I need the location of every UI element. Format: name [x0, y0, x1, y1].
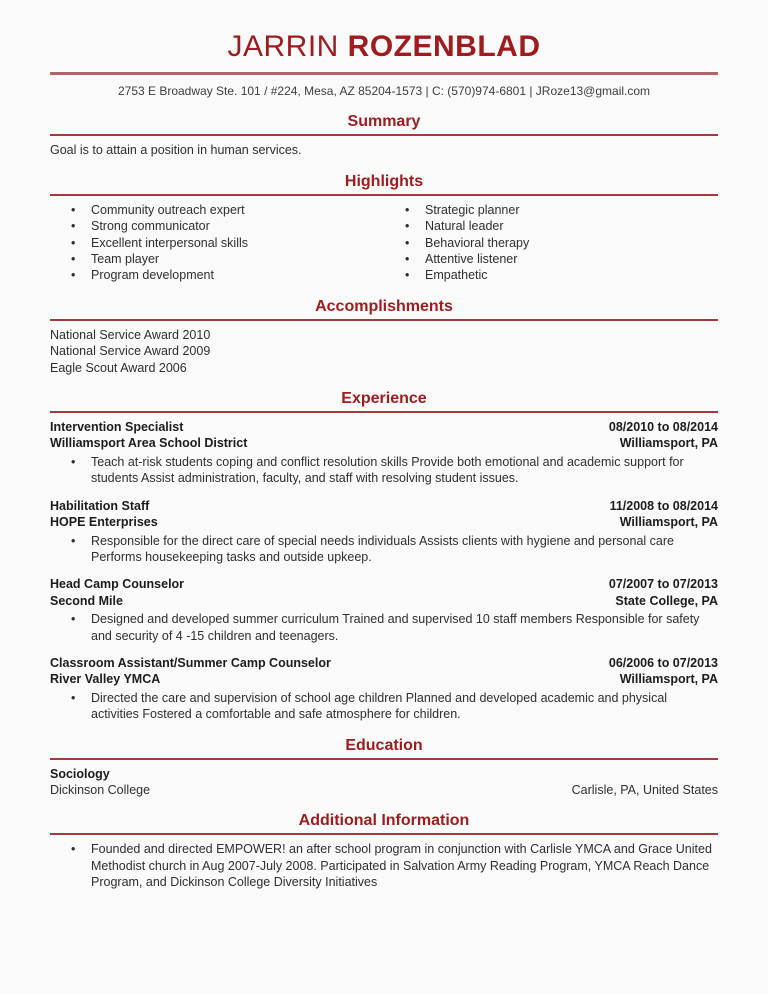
- job-title: Classroom Assistant/Summer Camp Counselor: [50, 655, 331, 670]
- experience-entry: [50, 576, 718, 644]
- job-employer: Second Mile: [50, 593, 123, 608]
- highlight-item: [384, 235, 718, 251]
- bullet-icon: [50, 235, 91, 251]
- accomplishments-list: [50, 327, 718, 376]
- highlight-item: [384, 251, 718, 267]
- candidate-name: [50, 30, 718, 64]
- education-location: Carlisle, PA, United States: [571, 782, 718, 797]
- highlight-text: Strategic planner: [425, 202, 520, 217]
- accomplishment-item: National Service Award 2010: [50, 327, 211, 342]
- highlight-text: Team player: [91, 252, 160, 267]
- job-employer: HOPE Enterprises: [50, 515, 158, 530]
- accomplishment-item: Eagle Scout Award 2006: [50, 360, 187, 375]
- highlight-text: Behavioral therapy: [425, 235, 530, 250]
- job-title: Habilitation Staff: [50, 498, 150, 513]
- section-title-summary: Summary: [347, 113, 421, 131]
- job-duty: [50, 611, 718, 644]
- highlight-item: [384, 202, 718, 218]
- bullet-icon: [50, 690, 91, 723]
- summary-divider: [50, 134, 718, 136]
- highlight-text: Program development: [91, 268, 214, 283]
- bullet-icon: [50, 454, 91, 487]
- accomplishments-divider: [50, 319, 718, 321]
- section-title-highlights: Highlights: [344, 172, 424, 190]
- experience-entry: [50, 419, 718, 487]
- highlight-text: Natural leader: [425, 219, 504, 234]
- highlight-text: Attentive listener: [425, 252, 518, 267]
- job-duty: [50, 533, 718, 566]
- summary-text: Goal is to attain a position in human services.: [50, 143, 302, 158]
- highlights-left-column: [50, 202, 384, 284]
- bullet-icon: [50, 611, 91, 644]
- bullet-icon: [50, 841, 91, 890]
- highlight-item: [50, 251, 384, 267]
- accomplishment-item: National Service Award 2009: [50, 344, 211, 359]
- highlights-columns: [50, 202, 718, 284]
- experience-entry: [50, 655, 718, 723]
- highlight-item: [50, 202, 384, 218]
- highlight-item: [384, 218, 718, 234]
- bullet-icon: [50, 218, 91, 234]
- job-dates: 06/2006 to 07/2013: [608, 655, 718, 670]
- bullet-icon: [50, 251, 91, 267]
- bullet-icon: [384, 235, 425, 251]
- section-title-education: Education: [345, 736, 423, 754]
- bullet-icon: [384, 202, 425, 218]
- job-location: Williamsport, PA: [619, 515, 718, 530]
- job-title: Intervention Specialist: [50, 420, 184, 435]
- highlight-item: [384, 267, 718, 283]
- highlight-text: Empathetic: [425, 268, 488, 283]
- additional-information-divider: [50, 833, 718, 835]
- job-employer-row: [50, 435, 718, 451]
- highlight-item: [50, 218, 384, 234]
- highlight-item: [50, 267, 384, 283]
- job-title-row: [50, 498, 718, 514]
- bullet-icon: [384, 251, 425, 267]
- job-duty-text: Teach at-risk students coping and conflict resolution skills Provide both emotional and academic support for students Assist administration, faculty, and staff with resolving student issues.: [91, 454, 684, 486]
- job-title: Head Camp Counselor: [50, 577, 185, 592]
- job-employer: Williamsport Area School District: [50, 436, 248, 451]
- section-title-experience: Experience: [341, 390, 427, 408]
- education-school: Dickinson College: [50, 782, 151, 797]
- job-location: State College, PA: [615, 593, 718, 608]
- job-employer-row: [50, 593, 718, 609]
- job-dates: 08/2010 to 08/2014: [608, 420, 718, 435]
- highlights-divider: [50, 194, 718, 196]
- job-location: Williamsport, PA: [619, 436, 718, 451]
- job-employer-row: [50, 671, 718, 687]
- additional-information-text: Founded and directed EMPOWER! an after school program in conjunction with Carlisle YMCA and Grace United Methodist church in Aug 2007-July 2008. Participated in Salvation Army Reading Program, YMCA Reach Dance Program, and Dickinson College Diversity Initiatives: [91, 842, 712, 890]
- highlight-text: Excellent interpersonal skills: [91, 235, 249, 250]
- additional-information-body: [50, 841, 718, 890]
- experience-entry: [50, 498, 718, 566]
- header-divider: [50, 72, 718, 75]
- job-dates: 11/2008 to 08/2014: [609, 498, 718, 513]
- education-divider: [50, 758, 718, 760]
- highlights-right-column: [384, 202, 718, 284]
- candidate-first-name: JARRIN: [227, 30, 339, 63]
- experience-divider: [50, 411, 718, 413]
- job-duty-text: Responsible for the direct care of special needs individuals Assists clients with hygiene and personal care Performs housekeeping tasks and outside upkeep.: [91, 533, 674, 564]
- job-duty: [50, 690, 718, 723]
- bullet-icon: [384, 218, 425, 234]
- section-title-additional-information: Additional Information: [298, 812, 470, 830]
- job-duty-text: Directed the care and supervision of school age children Planned and developed academic and physical activities Fostered a comfortable and safe atmosphere for children.: [91, 690, 668, 722]
- candidate-last-name: ROZENBLAD: [347, 30, 541, 63]
- highlight-text: Community outreach expert: [91, 202, 245, 217]
- job-title-row: [50, 576, 718, 592]
- bullet-icon: [50, 533, 91, 566]
- bullet-icon: [384, 267, 425, 283]
- education-school-row: [50, 782, 718, 798]
- bullet-icon: [50, 202, 91, 218]
- bullet-icon: [50, 267, 91, 283]
- contact-line: 2753 E Broadway Ste. 101 / #224, Mesa, AZ 85204-1573 | C: (570)974-6801 | JRoze13@gmail.com: [117, 84, 651, 98]
- section-title-accomplishments: Accomplishments: [315, 297, 453, 315]
- highlight-item: [50, 235, 384, 251]
- job-location: Williamsport, PA: [619, 672, 718, 687]
- additional-information-item: [50, 841, 718, 890]
- job-employer: River Valley YMCA: [50, 672, 161, 687]
- job-employer-row: [50, 514, 718, 530]
- job-dates: 07/2007 to 07/2013: [608, 577, 718, 592]
- education-degree: Sociology: [50, 766, 110, 781]
- job-duty: [50, 454, 718, 487]
- highlight-text: Strong communicator: [91, 219, 210, 234]
- job-duty-text: Designed and developed summer curriculum Trained and supervised 10 staff members Responsible for safety and security of 4 -15 children and teenagers.: [91, 612, 700, 643]
- job-title-row: [50, 655, 718, 671]
- job-title-row: [50, 419, 718, 435]
